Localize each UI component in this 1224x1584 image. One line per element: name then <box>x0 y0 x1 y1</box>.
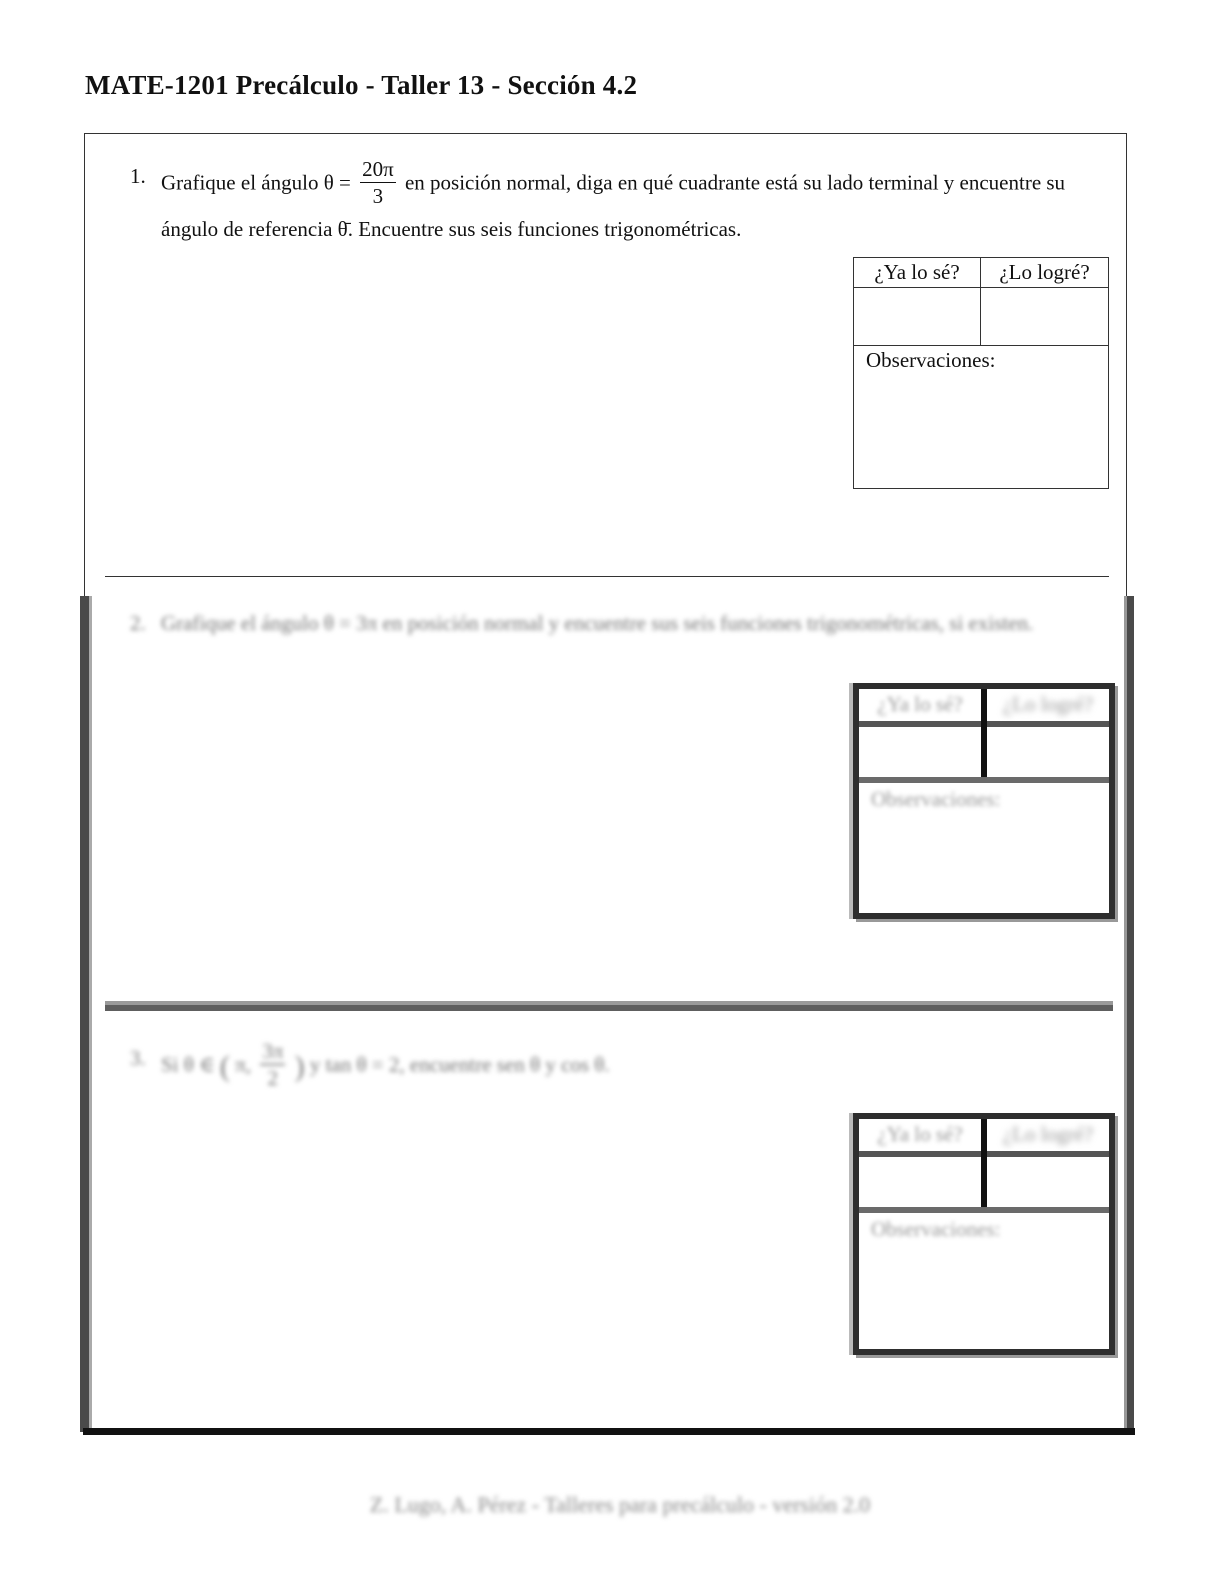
question-text: Grafique el ángulo θ = <box>161 170 351 195</box>
already-know-label: ¿Ya lo sé? <box>877 1122 963 1146</box>
already-know-label: ¿Ya lo sé? <box>877 692 963 716</box>
fraction <box>260 1038 285 1091</box>
fraction-denominator: 2 <box>267 1066 279 1090</box>
achieved-label: ¿Lo logré? <box>999 260 1090 284</box>
footer: Z. Lugo, A. Pérez - Talleres para precálculo - versión 2.0 <box>369 1492 871 1517</box>
question-text: y tan θ = 2, encuentre sen θ y cos θ. <box>309 1052 610 1077</box>
question-number: 1. <box>130 164 146 188</box>
interval-close: ) <box>294 1050 305 1083</box>
interval-left: π, <box>235 1052 251 1077</box>
question-text: Si θ ∈ <box>161 1052 215 1077</box>
question-number: 2. <box>130 611 146 635</box>
question-3 <box>130 1040 730 1093</box>
observations-label: Observaciones: <box>871 787 1001 811</box>
question-number: 3. <box>130 1046 146 1070</box>
self-assessment-box <box>853 1113 1115 1355</box>
question-2 <box>130 605 1115 642</box>
fraction-numerator: 20π <box>362 157 394 181</box>
question-text: Grafique el ángulo θ = 3π en posición normal y encuentre sus seis funciones trigonométricas, si existen. <box>161 611 1034 635</box>
fraction-numerator: 3π <box>262 1039 284 1063</box>
divider <box>105 1001 1113 1011</box>
achieved-label: ¿Lo logré? <box>1002 1122 1094 1146</box>
interval-open: ( <box>219 1050 230 1083</box>
question-1 <box>130 158 1115 248</box>
achieved-label: ¿Lo logré? <box>1002 692 1094 716</box>
already-know-label: ¿Ya lo sé? <box>854 258 981 287</box>
observations-label: Observaciones: <box>871 1217 1001 1241</box>
question-text: en posición normal, diga en qué cuadrante está su lado terminal y encuentre su ángulo de referencia θ̄. Encuentre sus seis funciones trigonométricas. <box>161 170 1066 241</box>
fraction <box>360 156 396 209</box>
self-assessment-box <box>853 257 1109 489</box>
self-assessment-box <box>853 683 1115 919</box>
divider <box>105 576 1109 577</box>
page-title: MATE-1201 Precálculo - Taller 13 - Sección 4.2 <box>85 70 638 100</box>
fraction-denominator: 3 <box>372 184 384 208</box>
observations-label: Observaciones: <box>866 348 996 372</box>
